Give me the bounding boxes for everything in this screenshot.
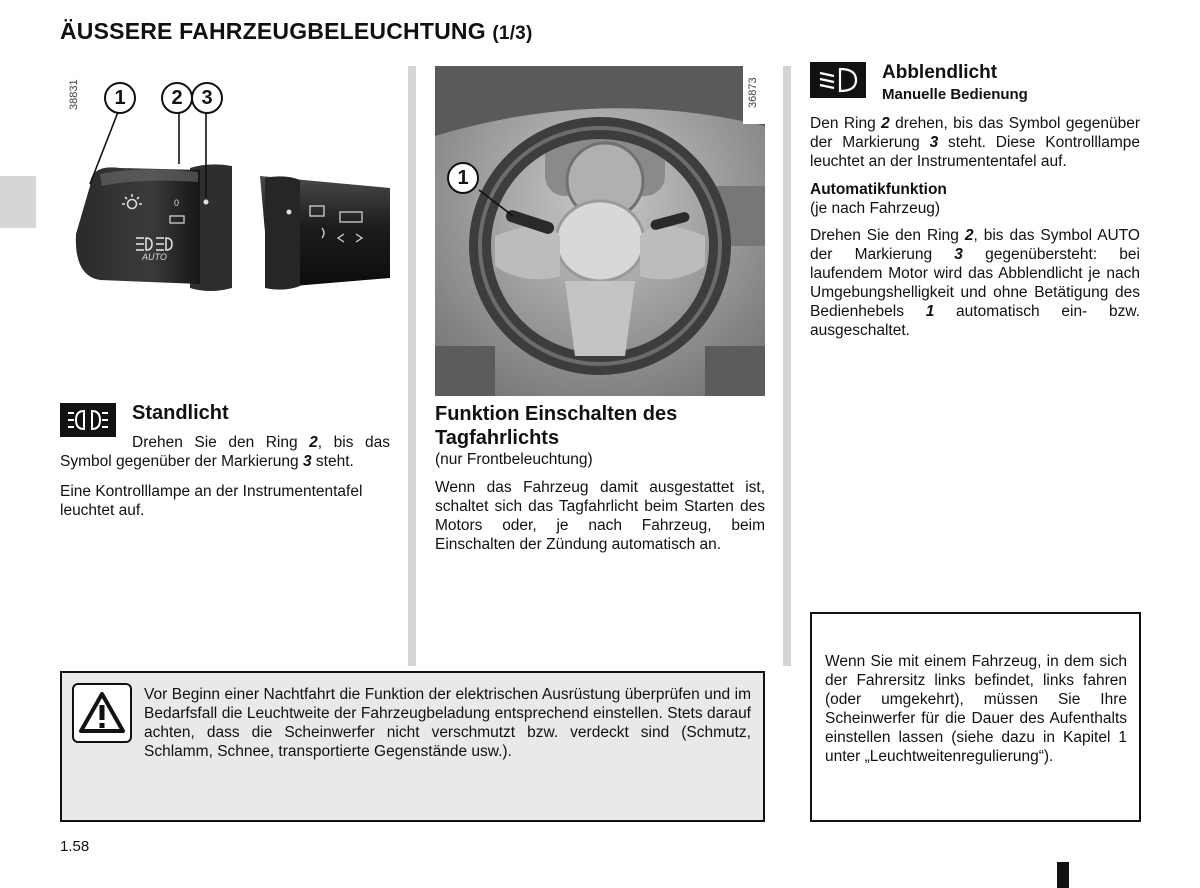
figure-steering-wheel: [435, 66, 765, 396]
automatik-sub: (je nach Fahrzeug): [810, 200, 941, 217]
automatik-heading: Automatikfunktion: [810, 181, 947, 198]
standlicht-paragraph-1: Drehen Sie den Ring 2, bis das: [132, 434, 390, 451]
chapter-tab: [0, 176, 36, 228]
note-text: Wenn Sie mit einem Fahrzeug, in dem sich der Fahrersitz links befindet, links fahren (oder umgekehrt), müssen Sie Ihre Scheinwerfer für die Dauer des Aufenthalts einstellen lassen (siehe dazu in Kapitel 1 unter „Leuchtweitenregulierung“).: [825, 653, 1127, 765]
figure-code-36873: 36873: [747, 77, 759, 108]
abblendlicht-paragraph-2: Drehen Sie den Ring 2, bis das Symbol AUTO der Markierung 3 gegenübersteht: bei laufendem Motor wird das Abblendlicht je nach Umgebungshelligkeit und ohne Betätigung des Bedienhebels 1 automatisch ein- bzw. ausgeschaltet.: [810, 227, 1140, 339]
warning-box: [60, 671, 765, 822]
ring-zero-mark: 0: [174, 198, 180, 208]
page-title-part: (1/3): [492, 23, 533, 44]
standlicht-paragraph-1b: Symbol gegenüber der Markierung 3 steht.: [60, 453, 354, 470]
tagfahrlicht-section: [435, 402, 765, 554]
standlicht-text: [60, 433, 390, 520]
tagfahrlicht-heading-1: Funktion Einschalten des: [435, 403, 678, 425]
figure-code-38831: 38831: [68, 79, 80, 110]
callout-1-stalk: 1: [104, 82, 136, 114]
low-beam-icon: [810, 62, 866, 98]
standlicht-paragraph-2: Eine Kontrolllampe an der Instrumententafel leuchtet auf.: [60, 483, 363, 519]
abblendlicht-subheading: Manuelle Bedienung: [882, 86, 1028, 103]
callout-1-wheel: 1: [447, 162, 479, 194]
page-title-text: ÄUSSERE FAHRZEUGBELEUCHTUNG: [60, 18, 486, 44]
tagfahrlicht-body: Wenn das Fahrzeug damit ausgestattet ist, schaltet sich das Tagfahrlicht beim Starten des Motors oder, je nach Fahrzeug, beim Einschalten der Zündung automatisch an.: [435, 479, 765, 553]
page-corner-bar: [1057, 862, 1069, 888]
low-beam-symbol: [816, 66, 860, 94]
warning-triangle-symbol: [78, 691, 126, 735]
page-number: 1.58: [60, 838, 90, 855]
warning-text: Vor Beginn einer Nachtfahrt die Funktion der elektrischen Ausrüstung überprüfen und im Bedarfsfall die Leuchtweite der Fahrzeugbeladung entsprechend einstellen. Stets darauf achten, dass die Scheinwerfer nicht verschmutzt bzw. verdeckt sind (Schmutz, Schlamm, Schnee, transportierte Gegenstände usw.).: [144, 686, 751, 760]
abblendlicht-text: [810, 114, 1140, 340]
steering-wheel-illustration: [435, 66, 765, 396]
standlicht-heading: Standlicht: [132, 402, 229, 424]
figure-light-stalk: [60, 66, 392, 366]
abblendlicht-heading: Abblendlicht: [882, 62, 998, 83]
callout-3-marker: 3: [191, 82, 223, 114]
page-title: [60, 18, 532, 45]
column-divider-left: [408, 66, 416, 666]
note-box: [810, 612, 1141, 822]
tagfahrlicht-sub: (nur Frontbeleuchtung): [435, 451, 593, 468]
parking-light-symbol: [66, 407, 110, 433]
column-divider-right: [783, 66, 791, 666]
tagfahrlicht-heading-2: Tagfahrlichts: [435, 427, 560, 449]
abblendlicht-paragraph-1: Den Ring 2 drehen, bis das Symbol gegenüber der Markierung 3 steht. Diese Kontrolllampe leuchtet an der Instrumententafel auf.: [810, 115, 1141, 170]
warning-triangle-icon: [72, 683, 132, 743]
callout-2-ring: 2: [161, 82, 193, 114]
parking-light-icon: [60, 403, 116, 437]
stalk-auto-label: AUTO: [142, 252, 167, 262]
marker-dot: [204, 200, 209, 205]
